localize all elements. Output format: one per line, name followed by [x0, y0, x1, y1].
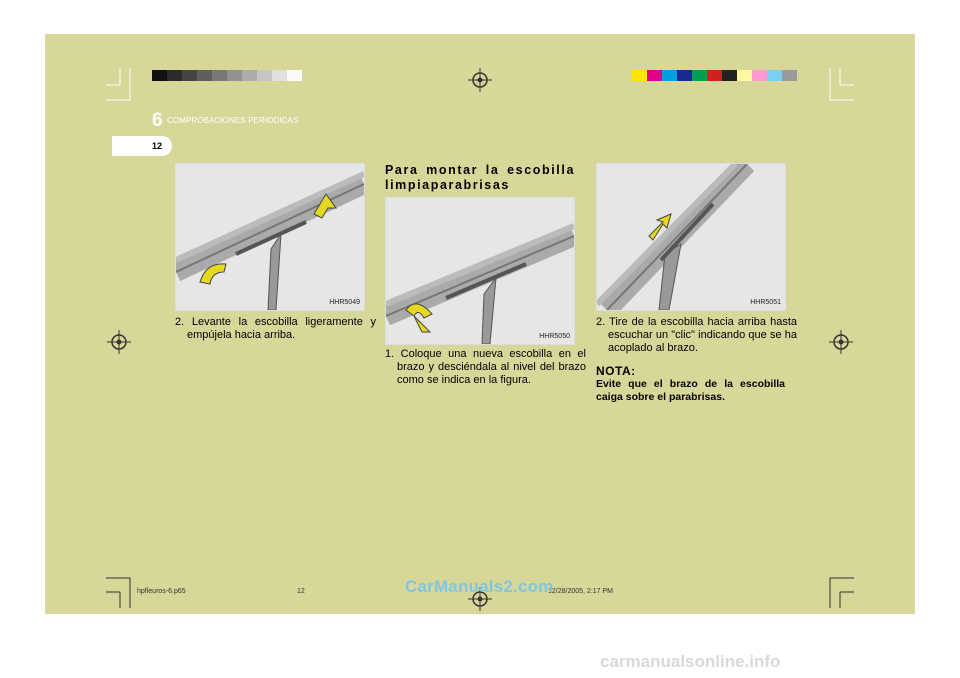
- footer-page: 12: [297, 588, 305, 595]
- calibration-swatch: [257, 70, 272, 81]
- calibration-swatch: [272, 70, 287, 81]
- chapter-number: 6: [152, 110, 163, 131]
- calibration-swatch: [227, 70, 242, 81]
- figure-code: HHR5050: [539, 333, 570, 340]
- figure-wiper-click: [596, 163, 786, 311]
- calibration-swatch: [662, 70, 677, 81]
- figure-wiper-install: [385, 197, 575, 345]
- calibration-swatch: [677, 70, 692, 81]
- registration-target-icon: [468, 68, 492, 92]
- registration-target-icon: [829, 330, 853, 354]
- calibration-swatch: [647, 70, 662, 81]
- figure-code: HHR5049: [329, 299, 360, 306]
- calibration-swatch: [767, 70, 782, 81]
- figure-code: HHR5051: [750, 299, 781, 306]
- site-watermark: carmanualsonline.info: [600, 652, 781, 671]
- footer-timestamp: 12/28/2005, 2:17 PM: [548, 588, 613, 595]
- grayscale-calibration-bar: [152, 70, 302, 81]
- page-number-tab: [112, 136, 172, 156]
- calibration-swatch: [287, 70, 302, 81]
- calibration-swatch: [242, 70, 257, 81]
- calibration-swatch: [212, 70, 227, 81]
- chapter-title: COMPROBACIONES PERIODICAS: [167, 116, 299, 125]
- step-text: 2. Tire de la escobilla hacia arriba hasta escuchar un "clic" indicando que se ha acoplado al brazo.: [596, 316, 797, 354]
- calibration-swatch: [692, 70, 707, 81]
- calibration-swatch: [737, 70, 752, 81]
- page-number: 12: [152, 141, 163, 151]
- calibration-swatch: [197, 70, 212, 81]
- calibration-swatch: [152, 70, 167, 81]
- figure-wiper-remove: [175, 163, 365, 311]
- footer-file-name: hpfleuros-6.p65: [137, 588, 186, 595]
- calibration-swatch: [707, 70, 722, 81]
- step-text: 2. Levante la escobilla ligeramente y empújela hacia arriba.: [175, 316, 376, 341]
- step-text: 1. Coloque una nueva escobilla en el brazo y desciéndala al nivel del brazo como se indica en la figura.: [385, 348, 586, 386]
- calibration-swatch: [182, 70, 197, 81]
- wiper-illustration: [597, 164, 785, 310]
- wiper-illustration: [386, 198, 574, 344]
- note-heading: NOTA:: [596, 364, 636, 378]
- note-text: Evite que el brazo de la escobilla caiga sobre el parabrisas.: [596, 378, 785, 403]
- registration-target-icon: [107, 330, 131, 354]
- brand-watermark[interactable]: CarManuals2.com: [405, 577, 554, 596]
- calibration-swatch: [752, 70, 767, 81]
- calibration-swatch: [632, 70, 647, 81]
- section-heading: Para montar la escobilla limpiaparabrisas: [385, 163, 575, 192]
- calibration-swatch: [722, 70, 737, 81]
- calibration-swatch: [167, 70, 182, 81]
- calibration-swatch: [782, 70, 797, 81]
- color-calibration-bar: [632, 70, 797, 81]
- wiper-illustration: [176, 164, 364, 310]
